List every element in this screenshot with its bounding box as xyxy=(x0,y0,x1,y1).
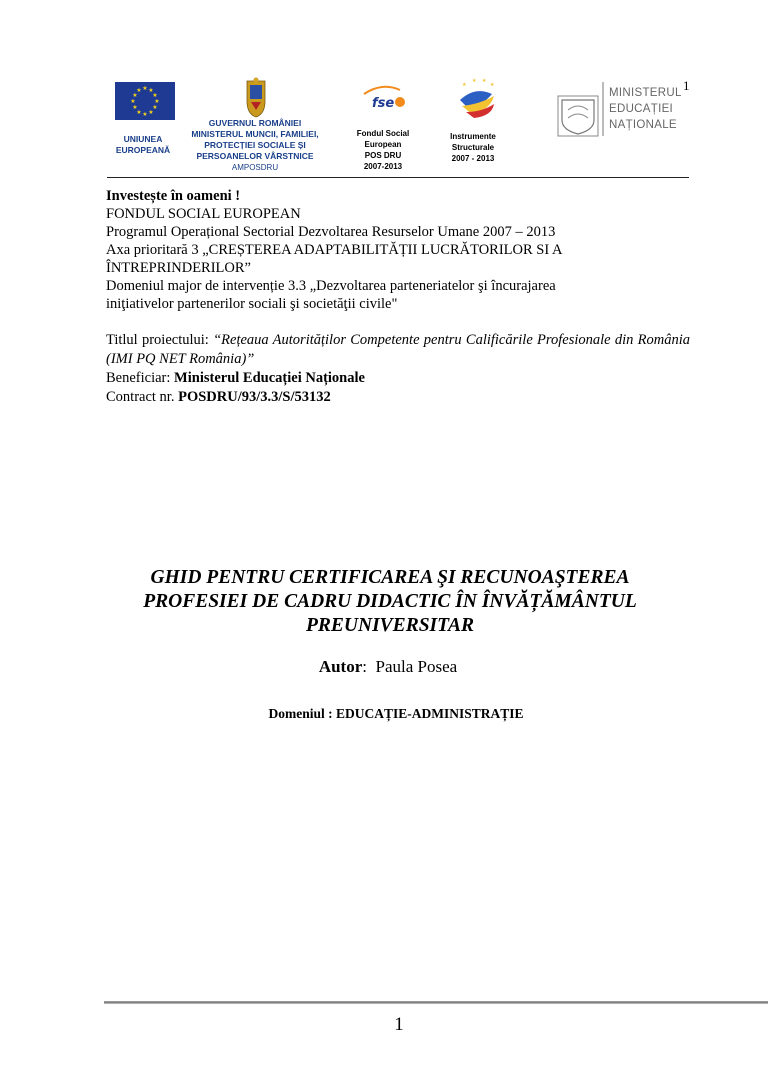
svg-text:★: ★ xyxy=(148,87,154,94)
structural-instruments-label: Instrumente Structurale 2007 - 2013 xyxy=(450,132,496,163)
svg-text:★: ★ xyxy=(142,111,148,118)
intervention-domain-line-2: iniţiativelor partenerilor sociali şi societăţii civile" xyxy=(106,296,398,312)
svg-text:★: ★ xyxy=(132,92,138,99)
author-label: Autor xyxy=(318,657,363,676)
program-name: Programul Operațional Sectorial Dezvoltarea Resurselor Umane 2007 – 2013 xyxy=(106,224,556,240)
svg-text:★: ★ xyxy=(136,87,142,94)
fund-name: FONDUL SOCIAL EUROPEAN xyxy=(106,206,301,222)
project-title-value: “Rețeaua Autorităților Competente pentru Calificările Profesionale din România (IMI PQ NET România)” xyxy=(106,332,690,367)
beneficiary-value: Ministerul Educației Naționale xyxy=(174,370,365,386)
author-line: Autor: Paula Posea xyxy=(318,657,458,676)
slogan: Investește în oameni ! xyxy=(106,188,241,204)
axis-line-1: Axa prioritară 3 „CREȘTEREA ADAPTABILITĂȚII LUCRĂTORILOR SI A xyxy=(106,242,563,258)
romania-coat-of-arms-icon xyxy=(247,78,265,118)
header-divider xyxy=(107,177,689,178)
svg-text:★: ★ xyxy=(152,104,158,111)
svg-text:★: ★ xyxy=(142,85,148,92)
domain-label: Domeniul : xyxy=(268,706,333,721)
svg-text:★: ★ xyxy=(152,92,158,99)
author-name: Paula Posea xyxy=(375,657,458,676)
eu-flag-icon xyxy=(115,82,175,120)
document-title: GHID PENTRU CERTIFICAREA ŞI RECUNOAŞTEREA PROFESIEI DE CADRU DIDACTIC ÎN ÎNVĂȚĂMÂNTUL PREUNIVERSITAR xyxy=(143,567,637,636)
program-info xyxy=(106,187,692,313)
project-details xyxy=(106,331,690,407)
ministry-crest-icon xyxy=(558,82,603,136)
project-title-label: Titlul proiectului: xyxy=(106,332,209,348)
svg-text:fse: fse xyxy=(372,96,395,111)
svg-text:★: ★ xyxy=(482,78,487,84)
contract-value: POSDRU/93/3.3/S/53132 xyxy=(178,389,331,405)
svg-text:★: ★ xyxy=(136,109,142,116)
contract-label: Contract nr. xyxy=(106,389,175,405)
document-domain xyxy=(0,706,768,722)
footer-divider xyxy=(104,1000,768,1004)
eu-label: UNIUNEA EUROPEANĂ xyxy=(115,134,171,155)
svg-text:★: ★ xyxy=(154,98,160,105)
axis-line-2: ÎNTREPRINDERILOR” xyxy=(106,260,251,276)
svg-text:★: ★ xyxy=(490,82,495,88)
svg-text:★: ★ xyxy=(130,98,136,105)
svg-text:★: ★ xyxy=(132,104,138,111)
government-label: GUVERNUL ROMÂNIEI MINISTERUL MUNCII, FAMILIEI, PROTECȚIEI SOCIALE ȘI PERSOANELOR VÂRSTNICE AMPOSDRU xyxy=(191,118,319,172)
page-number-bottom: 1 xyxy=(394,1014,404,1035)
fse-logo-icon xyxy=(364,87,405,111)
domain-value: EDUCAȚIE-ADMINISTRAȚIE xyxy=(335,706,524,721)
intervention-domain-line-1: Domeniul major de intervenție 3.3 „Dezvoltarea parteneriatelor şi încurajarea xyxy=(106,278,556,294)
structural-instruments-logo-icon xyxy=(460,78,495,118)
page-number-top: 1 xyxy=(683,78,690,93)
fse-label: Fondul Social European POS DRU 2007-2013 xyxy=(356,129,410,171)
ministry-label: MINISTERUL EDUCAȚIEI NAȚIONALE xyxy=(609,87,682,131)
svg-text:★: ★ xyxy=(462,82,467,88)
svg-text:★: ★ xyxy=(472,78,477,84)
svg-text:★: ★ xyxy=(148,109,154,116)
beneficiary-label: Beneficiar: xyxy=(106,370,171,386)
